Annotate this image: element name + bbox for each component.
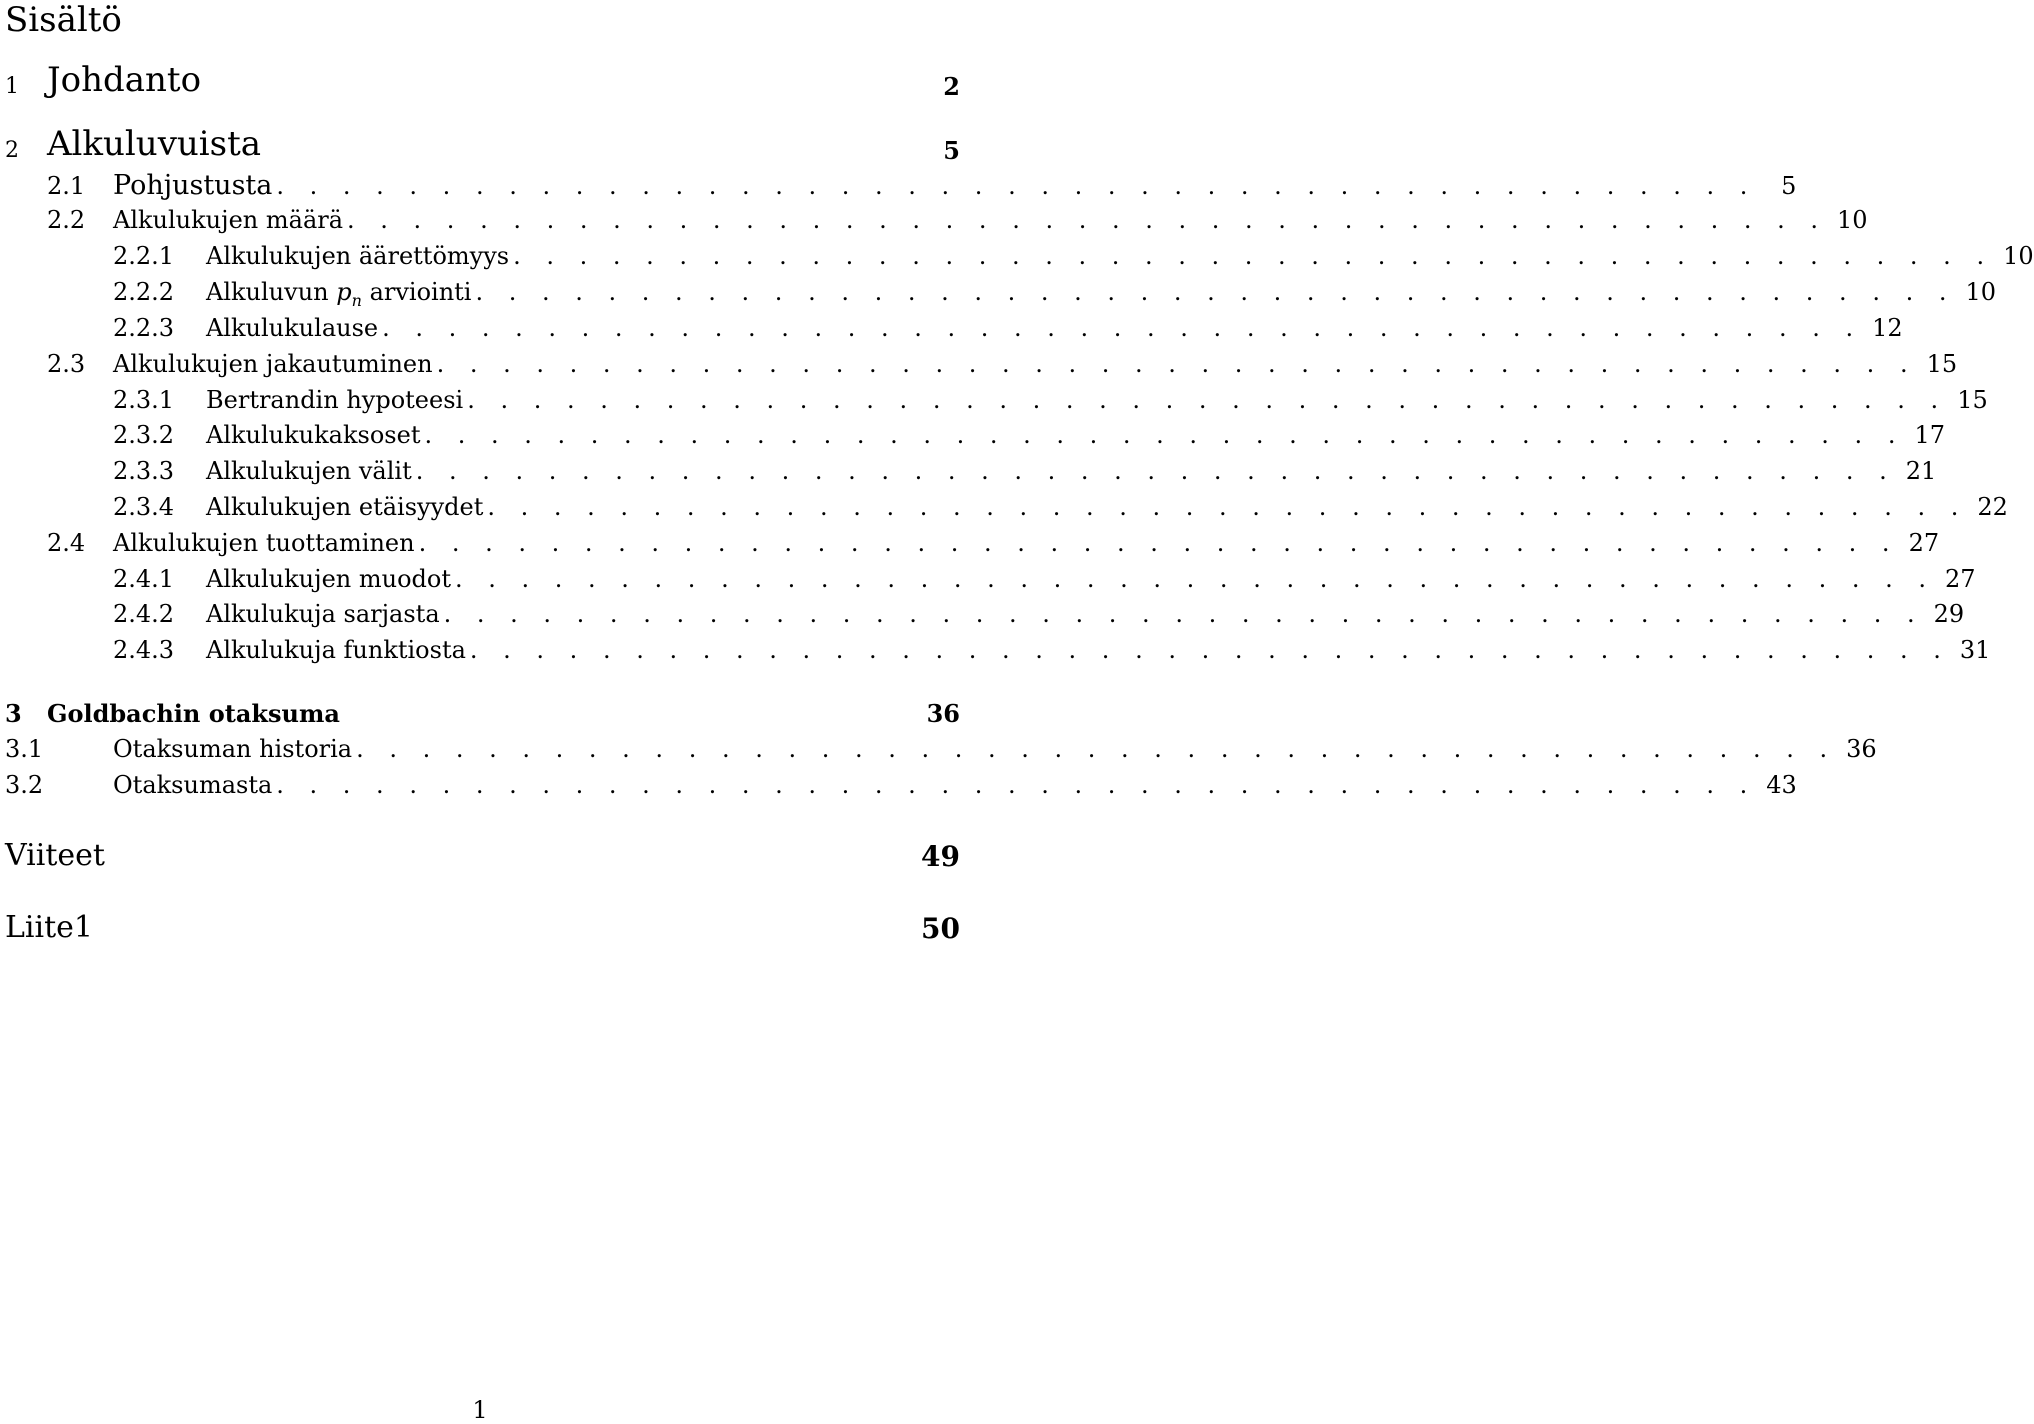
toc-entry-2-3-3[interactable] xyxy=(0,457,1937,493)
entry-number: 2.3.4 xyxy=(113,493,175,521)
entry-number: 2.3.1 xyxy=(113,386,175,414)
toc-chapter-alkuluvuista[interactable] xyxy=(0,124,960,170)
toc-entry-2-2-1[interactable] xyxy=(0,242,2034,278)
chapter-number: 1 xyxy=(5,74,19,99)
entry-number: 2.2 xyxy=(47,206,86,234)
entry-number: 3.1 xyxy=(5,735,44,763)
entry-number: 2.4.3 xyxy=(113,636,175,664)
entry-page: 27 xyxy=(1908,529,1940,557)
entry-page: 27 xyxy=(1944,565,1976,593)
chapter-title: Liite1 xyxy=(5,910,94,945)
math-subscript-n: n xyxy=(351,290,362,310)
entry-page: 31 xyxy=(1959,636,1991,664)
chapter-title: Goldbachin otaksuma xyxy=(47,699,340,728)
dot-leader: . . . . . . . . . . . . . . . . . . . . . . . . . . . . . . . . . . . . . . . . . . . . . xyxy=(276,172,1757,200)
entry-number: 2.2.1 xyxy=(113,242,175,270)
toc-entry-2-4-1[interactable] xyxy=(0,565,1976,601)
entry-number: 2.2.3 xyxy=(113,314,175,342)
entry-title: Bertrandin hypoteesi xyxy=(206,386,464,414)
dot-leader: . . . . . . . . . . . . . . . . . . . . . . . . . . . . . . . . . . . . . . . . . . . . . xyxy=(443,600,1924,628)
toc-chapter-johdanto[interactable] xyxy=(0,60,960,106)
entry-title xyxy=(206,278,471,310)
dot-leader: . . . . . . . . . . . . . . . . . . . . . . . . . . . . . . . . . . . . . . . . . . . . . xyxy=(467,386,1948,414)
toc-entry-2-4-2[interactable] xyxy=(0,600,1965,636)
title-pre: Alkuluvun xyxy=(206,278,337,306)
entry-number: 3.2 xyxy=(5,771,44,799)
math-variable-p: p xyxy=(336,278,352,306)
dot-leader: . . . . . . . . . . . . . . . . . . . . . . . . . . . . . . . . . . . . . . . . . . . . . xyxy=(418,529,1899,557)
entry-number: 2.3.3 xyxy=(113,457,175,485)
entry-title: Alkulukujen välit xyxy=(206,457,412,485)
entry-page: 10 xyxy=(1965,278,1997,306)
toc-entry-2-3[interactable] xyxy=(0,350,1958,386)
entry-title: Alkulukujen jakautuminen xyxy=(113,350,433,378)
entry-number: 2.3.2 xyxy=(113,421,175,449)
entry-title: Alkulukukaksoset xyxy=(206,421,421,449)
entry-page: 15 xyxy=(1926,350,1958,378)
entry-page: 5 xyxy=(1781,172,1797,200)
entry-page: 15 xyxy=(1957,386,1988,414)
chapter-page: 36 xyxy=(926,699,960,728)
toc-entry-2-4-3[interactable] xyxy=(0,636,1991,672)
toc-entry-2-3-2[interactable] xyxy=(0,421,1945,457)
chapter-number: 3 xyxy=(5,699,22,728)
entry-title: Alkulukujen määrä xyxy=(113,206,344,234)
entry-title: Otaksumasta xyxy=(113,771,273,799)
chapter-number: 2 xyxy=(5,138,19,163)
entry-page: 12 xyxy=(1872,314,1903,342)
toc-entry-2-2-2[interactable] xyxy=(0,278,1997,314)
toc-chapter-liite1[interactable] xyxy=(0,910,960,950)
entry-page: 21 xyxy=(1905,457,1937,485)
dot-leader: . . . . . . . . . . . . . . . . . . . . . . . . . . . . . . . . . . . . . . . . . . . . . xyxy=(382,314,1863,342)
title-post: arviointi xyxy=(361,278,472,306)
dot-leader: . . . . . . . . . . . . . . . . . . . . . . . . . . . . . . . . . . . . . . . . . . . . . xyxy=(424,421,1905,449)
toc-entry-2-1[interactable] xyxy=(0,170,1797,206)
entry-title: Alkulukujen tuottaminen xyxy=(113,529,415,557)
chapter-page: 5 xyxy=(943,136,960,165)
toc-entry-2-3-4[interactable] xyxy=(0,493,2008,529)
entry-title: Alkulukujen äärettömyys xyxy=(206,242,510,270)
entry-title: Alkulukuja funktiosta xyxy=(206,636,466,664)
entry-page: 10 xyxy=(2003,242,2034,270)
toc-entry-2-2[interactable] xyxy=(0,206,1868,242)
entry-page: 22 xyxy=(1977,493,2008,521)
toc-entry-3-1[interactable] xyxy=(0,735,1877,771)
entry-number: 2.1 xyxy=(47,172,86,200)
chapter-page: 50 xyxy=(921,912,960,945)
entry-title: Otaksuman historia xyxy=(113,735,353,763)
toc-entry-2-3-1[interactable] xyxy=(0,386,1988,422)
page-number: 1 xyxy=(472,1396,488,1424)
toc-entry-3-2[interactable] xyxy=(0,771,1797,807)
dot-leader: . . . . . . . . . . . . . . . . . . . . . . . . . . . . . . . . . . . . . . . . . . . . . xyxy=(455,565,1935,593)
entry-number: 2.4.1 xyxy=(113,565,175,593)
chapter-title: Viiteet xyxy=(5,838,105,873)
entry-title: Alkulukujen muodot xyxy=(206,565,451,593)
entry-page: 10 xyxy=(1837,206,1868,234)
entry-title: Alkulukuja sarjasta xyxy=(206,600,440,628)
dot-leader: . . . . . . . . . . . . . . . . . . . . . . . . . . . . . . . . . . . . . . . . . . . . . xyxy=(356,735,1837,763)
chapter-title: Johdanto xyxy=(47,60,202,100)
toc-chapter-viiteet[interactable] xyxy=(0,838,960,878)
entry-title: Alkulukulause xyxy=(206,314,379,342)
entry-page: 36 xyxy=(1846,735,1877,763)
dot-leader: . . . . . . . . . . . . . . . . . . . . . . . . . . . . . . . . . . . . . . . . . . . . . xyxy=(475,278,1956,306)
dot-leader: . . . . . . . . . . . . . . . . . . . . . . . . . . . . . . . . . . . . . . . . . . . . . xyxy=(469,636,1950,664)
chapter-title: Alkuluvuista xyxy=(47,124,262,164)
dot-leader: . . . . . . . . . . . . . . . . . . . . . . . . . . . . . . . . . . . . . . . . . . . . . xyxy=(276,771,1757,799)
dot-leader: . . . . . . . . . . . . . . . . . . . . . . . . . . . . . . . . . . . . . . . . . . . . . xyxy=(415,457,1896,485)
entry-title: Pohjustusta xyxy=(113,170,273,201)
dot-leader: . . . . . . . . . . . . . . . . . . . . . . . . . . . . . . . . . . . . . . . . . . . . . xyxy=(347,206,1828,234)
entry-number: 2.4 xyxy=(47,529,86,557)
toc-chapter-goldbach[interactable] xyxy=(0,699,960,735)
dot-leader: . . . . . . . . . . . . . . . . . . . . . . . . . . . . . . . . . . . . . . . . . . . . . xyxy=(487,493,1968,521)
chapter-page: 49 xyxy=(921,840,960,873)
entry-page: 29 xyxy=(1933,600,1965,628)
entry-title: Alkulukujen etäisyydet xyxy=(206,493,484,521)
entry-number: 2.3 xyxy=(47,350,86,378)
toc-entry-2-4[interactable] xyxy=(0,529,1940,565)
entry-page: 43 xyxy=(1766,771,1797,799)
toc-heading: Sisältö xyxy=(5,0,122,40)
entry-number: 2.4.2 xyxy=(113,600,175,628)
entry-page: 17 xyxy=(1914,421,1945,449)
chapter-page: 2 xyxy=(943,72,960,101)
entry-number: 2.2.2 xyxy=(113,278,175,306)
dot-leader: . . . . . . . . . . . . . . . . . . . . . . . . . . . . . . . . . . . . . . . . . . . . . xyxy=(436,350,1917,378)
toc-entry-2-2-3[interactable] xyxy=(0,314,1903,350)
dot-leader: . . . . . . . . . . . . . . . . . . . . . . . . . . . . . . . . . . . . . . . . . . . . . xyxy=(513,242,1994,270)
